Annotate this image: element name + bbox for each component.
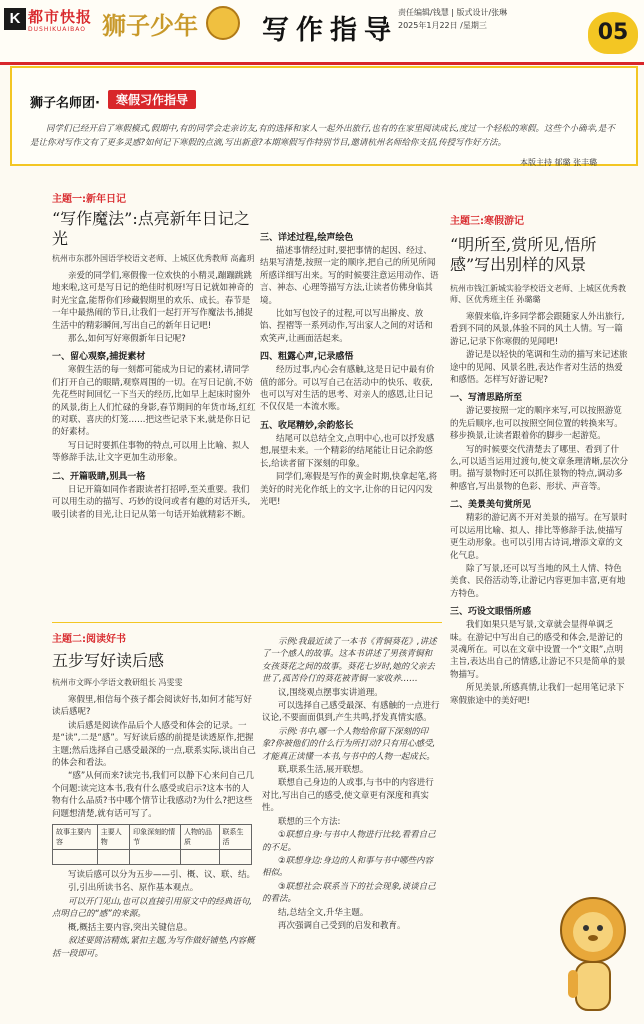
paragraph: 示例:书中,哪一个人物给你留下深刻的印象?你被他们的什么行为所打动?只有用心感受,才能真正读懂一本书,与书中的人物一起成长。 bbox=[262, 726, 436, 762]
paragraph: 联想自己身边的人或事,与书中的内容进行对比,写出自己的感受,使文章更有深度和真实性。 bbox=[262, 778, 434, 814]
paragraph: ①联想自身:与书中人物进行比较,看看自己的不足。 bbox=[262, 830, 436, 853]
paragraph: 除了写景,还可以写当地的风土人情、特色美食、民俗活动等,让游记内容更加丰富,更有地方特色。 bbox=[450, 563, 626, 599]
banner-intro: 同学们已经开启了寒假模式,假期中,有的同学会走亲访友,有的选择和家人一起外出旅行,也有的在家里阅读成长,度过一个轻松的寒假。这些个小确幸,是不是让你对写作文有了更多灵感?如何记下寒假的点滴,写出新意?本期寒假写作特别节目,邀请杭州名师给你支招,传授写作好方法。 bbox=[30, 124, 615, 148]
byline: 杭州市文晖小学语文教研组长 冯雯雯 bbox=[52, 678, 183, 687]
lion-icon bbox=[206, 6, 240, 40]
paragraph: 引,引出所读书名、原作基本观点。 bbox=[68, 883, 199, 894]
article-reading-col1 bbox=[52, 630, 256, 1020]
paragraph: 读后感是阅读作品后个人感受和体会的记录。一是“读”,二是“感”。写好读后感的前提是读透原作,把握主题;然后选择自己感受最深的一点,联系实际,谈出自己的体会和看法。 bbox=[52, 720, 256, 769]
byline: 杭州市钱江新城实验学校语文老师、上城区优秀教师、区优秀班主任 孙璐璐 bbox=[450, 284, 626, 304]
article-title: “写作魔法”:点亮新年日记之光 bbox=[52, 209, 250, 248]
subheading: 五、收尾精妙,余韵悠长 bbox=[260, 420, 354, 431]
intro-banner bbox=[10, 66, 638, 166]
section-title: 写作指导 bbox=[262, 15, 398, 46]
article-title: “明所至,赏所见,悟所感”写出别样的风景 bbox=[450, 235, 597, 274]
paragraph: 寒假来临,许多同学都会跟随家人外出旅行,看到不同的风景,体验不同的风土人情。写一篇游记,记录下你寒假的见闻吧! bbox=[450, 312, 625, 347]
paragraph: ②联想身边:身边的人和事与书中哪些内容相似。 bbox=[262, 855, 433, 879]
subheading: 二、美景美句赏所见 bbox=[450, 500, 532, 511]
paragraph: 日记开篇如同作者跟读者打招呼,至关重要。我们可以用生动的描写、巧妙的设问或者有趣的对话开头,吸引读者的目光,让日记从第一句话开始就精彩不断。 bbox=[52, 484, 251, 520]
paragraph: 可以选择自己感受最深、有感触的一点进行议论,不要面面俱到,产生共鸣,抒发真情实感。 bbox=[262, 701, 440, 724]
paragraph: 结,总结全文,升华主题。 bbox=[278, 907, 369, 918]
paragraph: 寒假里,相信每个孩子都会阅读好书,如何才能写好读后感呢? bbox=[52, 695, 252, 718]
brand-logo-icon: K bbox=[4, 8, 26, 30]
topic-tag: 主题二:阅读好书 bbox=[52, 634, 126, 645]
lion-mascot-figure bbox=[548, 890, 638, 1020]
subheading: 一、留心观察,捕捉素材 bbox=[52, 352, 146, 363]
article-travel bbox=[450, 212, 630, 852]
paragraph: 寒假生活的每一刻都可能成为日记的素材,请同学们打开自己的眼睛,观察周围的一切。在写日记前,不妨先花些时间回忆一下当天的经历,比如早上起床时窗外的风景,街上人们忙碌的身影,春节期间的年货市场,红红的对联、喜庆的灯笼……把这些记录下来,就是你日记的好素材。 bbox=[52, 365, 256, 438]
divider bbox=[52, 622, 442, 623]
table-header: 联系生活 bbox=[219, 825, 251, 850]
brand-subtitle: DUSHIKUAIBAO bbox=[28, 26, 86, 33]
subheading: 三、详述过程,绘声绘色 bbox=[260, 233, 354, 243]
topic-tag: 主题一:新年日记 bbox=[52, 194, 126, 205]
article-reading-col2 bbox=[262, 636, 440, 1020]
topic-tag: 主题三:寒假游记 bbox=[450, 216, 524, 227]
table-header: 印象深刻的情节 bbox=[130, 825, 181, 850]
paragraph: 叙述要简洁精炼,紧扣主题,为写作做好铺垫,内容概括一段即可。 bbox=[52, 936, 255, 959]
subheading: 二、开篇吸睛,别具一格 bbox=[52, 471, 146, 482]
paragraph: 精彩的游记离不开对美景的描写。在写景时可以运用比喻、拟人、排比等修辞手法,使描写更生动形象。也可以引用古诗词,增添文章的文化气息。 bbox=[450, 513, 628, 561]
paragraph: 描述事情经过时,要把事情的起因、经过、结果写清楚,按照一定的顺序,把自己的所见所闻所感详细写出来。写的时候要注意运用动作、语言、神态、心理等描写方法,让读者仿佛身临其境。 bbox=[260, 246, 439, 306]
reading-notes-table bbox=[52, 824, 252, 865]
subheading: 一、写清思路所至 bbox=[450, 393, 523, 404]
brand-name: 都市快报 bbox=[28, 8, 93, 26]
article-title: 五步写好读后感 bbox=[52, 651, 165, 670]
paragraph: 联想的三个方法: bbox=[278, 816, 341, 827]
subheading: 四、粗露心声,记录感悟 bbox=[260, 352, 354, 363]
paragraph: 再次强调自己受到的启发和教育。 bbox=[278, 920, 406, 931]
date-line: 2025年1月22日 /星期三 bbox=[398, 21, 487, 30]
page-number: 05 bbox=[588, 12, 638, 54]
banner-tag: 寒假习作指导 bbox=[108, 90, 196, 109]
table-header: 主要人物 bbox=[97, 825, 129, 850]
table-header: 故事主要内容 bbox=[53, 825, 98, 850]
paragraph: 游记要按照一定的顺序来写,可以按照游览的先后顺序,也可以按照空间位置的转换来写。移步换景,让读者跟着你的脚步一起游览。 bbox=[450, 406, 623, 442]
paragraph: 亲爱的同学们,寒假像一位欢快的小精灵,蹦蹦跳跳地来啦,这可是写日记的绝佳时机呀!写日记就如神奇的时光宝盒,能帮你们珍藏假期里的欢乐、成长。春节是一年中最热闹的节日,让我们一起打开写作魔法书,捕捉生活中的精彩瞬间,写出自己的新年日记吧! bbox=[52, 271, 254, 331]
paragraph: 概,概括主要内容,突出关键信息。 bbox=[68, 922, 193, 933]
paragraph: 那么,如何写好寒假新年日记呢? bbox=[68, 334, 186, 345]
paragraph: 同学们,寒假是写作的黄金时期,快拿起笔,将美好的时光化作纸上的文字,让你的日记闪闪发光吧! bbox=[260, 472, 438, 507]
paragraph: 联,联系生活,展开联想。 bbox=[278, 765, 369, 776]
subheading: 三、巧设文眼悟所感 bbox=[450, 607, 532, 618]
paragraph: 可以开门见山,也可以直接引用原文中的经典语句,点明自己的“感”的来源。 bbox=[52, 896, 252, 920]
paragraph: 写读后感可以分为五步——引、概、议、联、结。 bbox=[68, 870, 256, 881]
banner-credit: 本版主持 郁璐 张丰璐 bbox=[520, 158, 598, 167]
paragraph: 议,围绕观点摆事实讲道理。 bbox=[278, 687, 383, 698]
paragraph: 我们如果只是写景,文章就会显得单调乏味。在游记中写出自己的感受和体会,是游记的灵魂所在。可以在文章中设置一个“文眼”,点明主旨,表达出自己的情感,让游记不只是简单的景物描写。 bbox=[450, 620, 626, 680]
banner-title: 狮子名师团· bbox=[30, 96, 100, 111]
paragraph: 写日记时要抓住事物的特点,可以用上比喻、拟人等修辞手法,让文字更加生动形象。 bbox=[52, 440, 250, 464]
article-new-year-diary-col1 bbox=[52, 190, 256, 620]
paragraph: ③联想社会:联系当下的社会现象,谈谈自己的看法。 bbox=[262, 881, 436, 905]
paragraph: 示例:我最近读了一本书《青铜葵花》,讲述了一个感人的故事。这本书讲述了男孩青铜和女孩葵花之间的故事。葵花七岁时,她的父亲去世了,孤苦伶仃的葵花被青铜一家收养…… bbox=[262, 637, 437, 685]
article-new-year-diary-col2 bbox=[260, 226, 440, 620]
paragraph: 比如写包饺子的过程,可以写出擀皮、放馅、捏褶等一系列动作,写出家人之间的对话和欢笑声,让画面活起来。 bbox=[260, 309, 433, 344]
lion-brand-logo: 狮子少年 bbox=[102, 11, 198, 40]
table-header: 人物的品质 bbox=[180, 825, 219, 850]
paragraph: 所见美景,所感真情,让我们一起用笔记录下寒假旅途中的美好吧! bbox=[450, 683, 625, 706]
editor-line: 责任编辑/钱慧 | 版式设计/张琳 bbox=[398, 8, 508, 17]
paragraph: 写的时候要交代清楚去了哪里、看到了什么,可以适当运用过渡句,使文章条理清晰,层次分明。描写景物时还可以抓住景物的特点,调动多种感官,写出景物的色彩、形状、声音等。 bbox=[450, 444, 629, 492]
paragraph: “感”从何而来?读完书,我们可以静下心来问自己几个问题:读完这本书,我有什么感受或启示?这本书的人物有什么品质?书中哪个情节让我感动?为什么?把这些问题想清楚,就有话可写了。 bbox=[52, 771, 255, 819]
paragraph: 结尾可以总结全文,点明中心,也可以抒发感想,展望未来。一个精彩的结尾能让日记余韵悠长,给读者留下深刻的印象。 bbox=[260, 433, 435, 469]
paragraph: 游记是以轻快的笔调和生动的描写来记述旅途中的见闻、风景名胜,表达作者对生活的热爱和感悟。怎样写好游记呢? bbox=[450, 350, 628, 386]
byline: 杭州市东郡外国语学校语文老师、上城区优秀教师 高鑫玥 bbox=[52, 254, 255, 263]
paragraph: 经历过事,内心会有感触,这是日记中最有价值的部分。可以写自己在活动中的快乐、收获,也可以写对生活的思考、对亲人的感恩,让日记不仅仅是一本流水账。 bbox=[260, 365, 435, 413]
